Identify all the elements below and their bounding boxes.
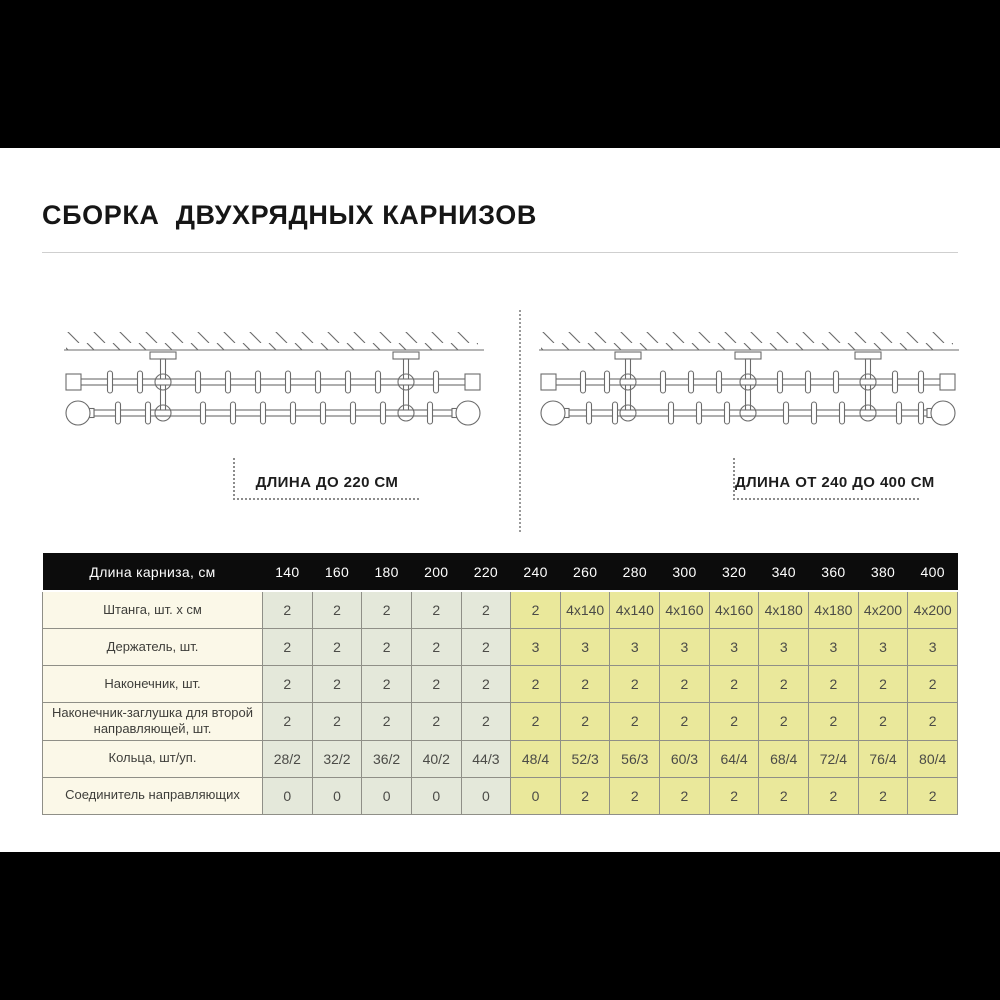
table-row [43, 703, 958, 741]
table-cell: 2 [709, 703, 759, 741]
table-cell: 2 [660, 666, 710, 703]
cornice-diagram-long [533, 325, 965, 440]
table-cell: 4x180 [809, 591, 859, 629]
row-label: Соединитель направляющих [43, 777, 263, 814]
table-cell: 40/2 [411, 740, 461, 777]
col-header-length: 320 [709, 553, 759, 591]
col-header-length: 360 [809, 553, 859, 591]
table-cell: 2 [511, 591, 561, 629]
table-cell: 2 [660, 777, 710, 814]
ball-finial [931, 401, 955, 425]
table-cell: 2 [858, 666, 908, 703]
content-area [0, 148, 1000, 852]
table-cell: 2 [660, 703, 710, 741]
table-cell: 2 [809, 703, 859, 741]
table-cell: 2 [759, 777, 809, 814]
table-cell: 36/2 [362, 740, 412, 777]
table-cell: 2 [263, 629, 313, 666]
table-cell: 60/3 [660, 740, 710, 777]
table-cell: 44/3 [461, 740, 511, 777]
col-header-length: 400 [908, 553, 958, 591]
table-cell: 2 [709, 666, 759, 703]
table-cell: 2 [461, 666, 511, 703]
table-cell: 2 [610, 703, 660, 741]
specs-table [42, 553, 958, 815]
col-header-length: 200 [411, 553, 461, 591]
table-cell: 2 [511, 666, 561, 703]
table-cell: 2 [362, 591, 412, 629]
ball-finial [66, 401, 90, 425]
table-row [43, 777, 958, 814]
letterbox-top [0, 0, 1000, 148]
col-header-label: Длина карниза, см [43, 553, 263, 591]
dimension-label-left: ДЛИНА ДО 220 СМ [255, 474, 399, 491]
table-cell: 2 [759, 666, 809, 703]
table-cell: 2 [560, 777, 610, 814]
col-header-length: 240 [511, 553, 561, 591]
col-header-length: 280 [610, 553, 660, 591]
table-cell: 3 [908, 629, 958, 666]
cornice-diagram-short [58, 325, 490, 440]
table-cell: 2 [908, 703, 958, 741]
table-cell: 76/4 [858, 740, 908, 777]
table-body [43, 591, 958, 814]
table-cell: 72/4 [809, 740, 859, 777]
table-cell: 80/4 [908, 740, 958, 777]
table-row [43, 740, 958, 777]
col-header-length: 160 [312, 553, 362, 591]
table-cell: 0 [411, 777, 461, 814]
table-cell: 3 [858, 629, 908, 666]
table-head [43, 553, 958, 591]
table-cell: 3 [511, 629, 561, 666]
table-cell: 2 [560, 703, 610, 741]
dimension-label-right: ДЛИНА ОТ 240 ДО 400 СМ [735, 474, 935, 491]
table-cell: 2 [858, 703, 908, 741]
row-label: Штанга, шт. х см [43, 591, 263, 629]
table-cell: 32/2 [312, 740, 362, 777]
table-cell: 2 [759, 703, 809, 741]
end-cap [66, 374, 81, 390]
table-cell: 52/3 [560, 740, 610, 777]
table-cell: 4x200 [858, 591, 908, 629]
table-cell: 2 [312, 703, 362, 741]
table-cell: 2 [312, 629, 362, 666]
end-cap [541, 374, 556, 390]
table-cell: 0 [263, 777, 313, 814]
table-cell: 2 [263, 666, 313, 703]
col-header-length: 220 [461, 553, 511, 591]
dimension-bracket-right [733, 458, 935, 500]
ball-finial [541, 401, 565, 425]
table-row [43, 666, 958, 703]
table-cell: 2 [362, 629, 412, 666]
upper-rail [555, 379, 941, 385]
table-cell: 2 [411, 629, 461, 666]
lower-rail [569, 410, 927, 416]
table-cell: 2 [809, 666, 859, 703]
table-cell: 2 [809, 777, 859, 814]
row-label: Держатель, шт. [43, 629, 263, 666]
table-cell: 2 [263, 591, 313, 629]
table-cell: 2 [461, 591, 511, 629]
table-cell: 2 [908, 777, 958, 814]
table-cell: 2 [610, 666, 660, 703]
table-cell: 2 [411, 666, 461, 703]
table-row [43, 591, 958, 629]
table-cell: 3 [560, 629, 610, 666]
col-header-length: 260 [560, 553, 610, 591]
table-cell: 3 [660, 629, 710, 666]
col-header-length: 140 [263, 553, 313, 591]
table-cell: 2 [461, 703, 511, 741]
table-cell: 0 [511, 777, 561, 814]
letterbox-bottom [0, 852, 1000, 1000]
end-cap [465, 374, 480, 390]
table-cell: 4x140 [610, 591, 660, 629]
table-row [43, 629, 958, 666]
table-cell: 2 [610, 777, 660, 814]
table-cell: 2 [560, 666, 610, 703]
table-cell: 4x200 [908, 591, 958, 629]
table-cell: 3 [759, 629, 809, 666]
ball-finial [456, 401, 480, 425]
table-cell: 4x160 [660, 591, 710, 629]
table-cell: 4x180 [759, 591, 809, 629]
table-cell: 4x140 [560, 591, 610, 629]
end-cap [940, 374, 955, 390]
table-cell: 2 [709, 777, 759, 814]
table-head-row [43, 553, 958, 591]
table-cell: 3 [610, 629, 660, 666]
row-label: Наконечник, шт. [43, 666, 263, 703]
table-cell: 0 [461, 777, 511, 814]
table-cell: 2 [411, 591, 461, 629]
row-label: Наконечник-заглушка для второй направляющей, шт. [43, 703, 263, 741]
table-cell: 3 [709, 629, 759, 666]
table-cell: 2 [461, 629, 511, 666]
table-cell: 2 [858, 777, 908, 814]
ceiling-hatch [66, 332, 478, 350]
dimension-bracket-left [233, 458, 419, 500]
diagram-divider [519, 310, 521, 532]
table-cell: 56/3 [610, 740, 660, 777]
table-cell: 0 [362, 777, 412, 814]
table-cell: 4x160 [709, 591, 759, 629]
table-cell: 2 [263, 703, 313, 741]
table-cell: 2 [362, 666, 412, 703]
table-cell: 68/4 [759, 740, 809, 777]
title-divider [42, 252, 958, 253]
col-header-length: 300 [660, 553, 710, 591]
col-header-length: 380 [858, 553, 908, 591]
row-label: Кольца, шт/уп. [43, 740, 263, 777]
table-cell: 2 [908, 666, 958, 703]
table-cell: 2 [312, 591, 362, 629]
table-cell: 2 [312, 666, 362, 703]
table-cell: 2 [411, 703, 461, 741]
col-header-length: 180 [362, 553, 412, 591]
table-cell: 2 [511, 703, 561, 741]
page-title: СБОРКА ДВУХРЯДНЫХ КАРНИЗОВ [42, 200, 537, 230]
ceiling-hatch [541, 332, 953, 350]
table-cell: 48/4 [511, 740, 561, 777]
table-cell: 3 [809, 629, 859, 666]
table-cell: 0 [312, 777, 362, 814]
table-cell: 28/2 [263, 740, 313, 777]
table-cell: 64/4 [709, 740, 759, 777]
col-header-length: 340 [759, 553, 809, 591]
table-cell: 2 [362, 703, 412, 741]
